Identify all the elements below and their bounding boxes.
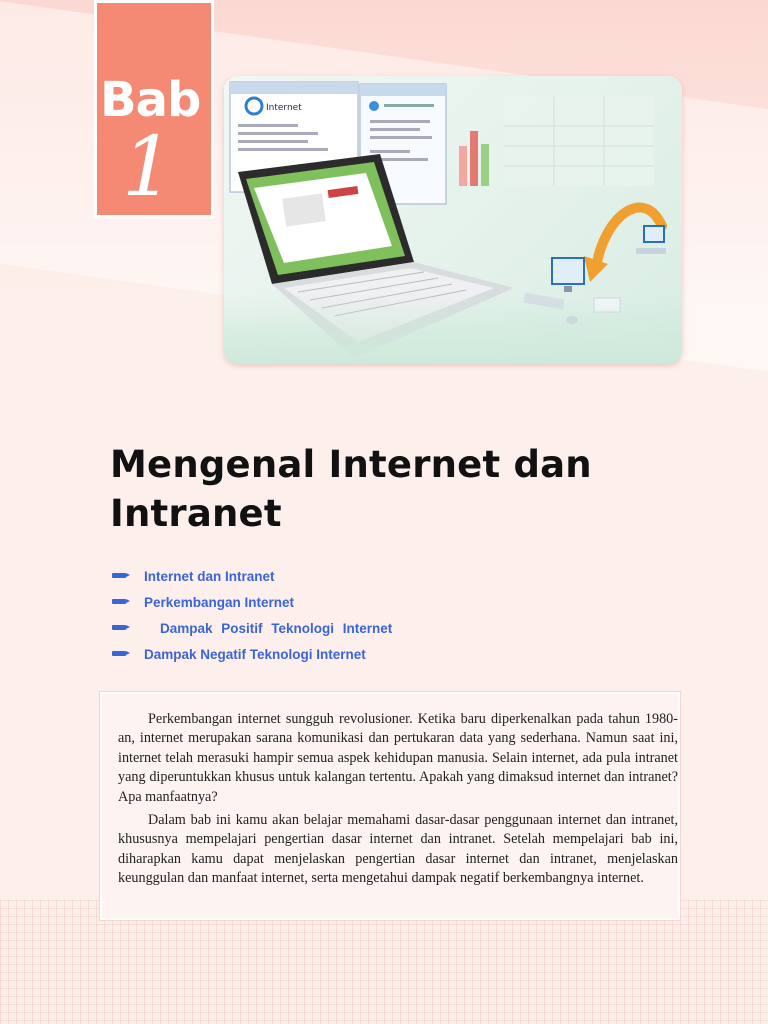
- hero-window-text: Internet: [266, 103, 302, 113]
- intro-paragraph: Perkembangan internet sungguh revolusioner. Ketika baru diperkenalkan pada tahun 1980-an, internet merupakan sarana komunikasi dan pertukaran data yang sederhana. Namun saat ini, internet telah merasuki hampir semua aspek kehidupan manusia. Selain internet, ada pula intranet yang diperuntukkan khusus untuk kalangan tertentu. Apakah yang dimaksud internet dan intranet? Apa manfaatnya?: [118, 711, 678, 805]
- topic-list: [112, 566, 512, 670]
- pencil-icon: [112, 573, 126, 578]
- intro-text: [118, 710, 678, 893]
- intro-paragraph: Dalam bab ini kamu akan belajar memahami dasar-dasar penggunaan internet dan intranet, khususnya mempelajari pengertian dasar internet dan intranet. Setelah mempelajari bab ini, diharapkan kamu dapat menjelaskan pengertian dasar internet dan intranet, menjelaskan keunggulan dan manfaat internet, serta mengetahui dampak negatif berkembangnya internet.: [118, 812, 678, 887]
- topic-label: Perkembangan Internet: [144, 595, 295, 610]
- pencil-icon: [112, 625, 126, 630]
- page-title: Mengenal Internet dan Intranet: [110, 443, 592, 535]
- chapter-label: Bab: [100, 72, 201, 128]
- topic-label: Dampak Positif Teknologi Internet: [160, 621, 393, 636]
- pencil-icon: [112, 651, 126, 656]
- list-item: [112, 566, 512, 592]
- hero-image: [224, 76, 682, 364]
- list-item: [112, 644, 512, 670]
- topic-label: Internet dan Intranet: [144, 569, 275, 584]
- list-item: [112, 618, 512, 644]
- topic-label: Dampak Negatif Teknologi Internet: [144, 647, 366, 662]
- chapter-number: 1: [122, 120, 175, 215]
- hero-ground: [224, 294, 682, 364]
- list-item: [112, 592, 512, 618]
- pencil-icon: [112, 599, 126, 604]
